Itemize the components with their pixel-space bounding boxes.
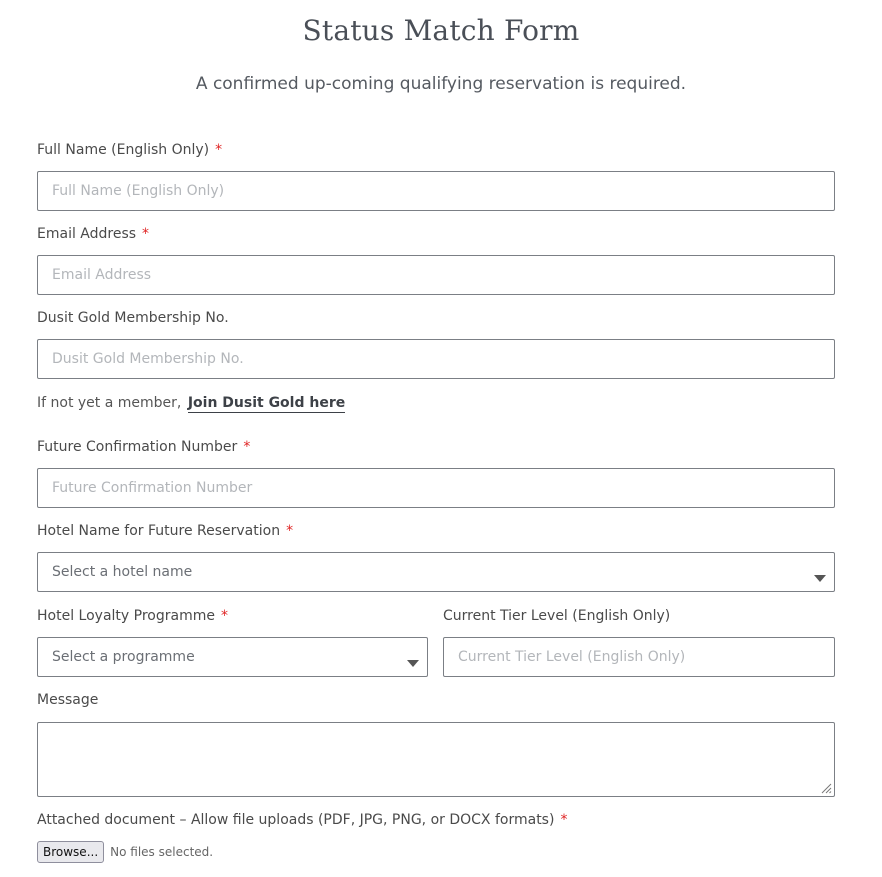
resize-handle-icon[interactable] [820, 782, 832, 794]
page-subtitle: A confirmed up-coming qualifying reservation is required. [195, 74, 687, 94]
membership-label-text: Dusit Gold Membership No. [37, 310, 229, 326]
confirmation-label [37, 439, 250, 455]
attachment-label-text: Attached document – Allow file uploads (PDF, JPG, PNG, or DOCX formats) [37, 812, 555, 828]
hotel-select[interactable] [37, 552, 835, 592]
attachment-label [37, 812, 567, 828]
hotel-select-value: Select a hotel name [52, 564, 193, 580]
email-label [37, 226, 149, 242]
full-name-input[interactable] [37, 171, 835, 211]
programme-select[interactable] [37, 637, 428, 677]
chevron-down-icon [814, 575, 826, 582]
confirmation-input[interactable] [37, 468, 835, 508]
join-dusit-gold-link[interactable]: Join Dusit Gold here [187, 395, 346, 411]
email-input[interactable] [37, 255, 835, 295]
confirmation-label-text: Future Confirmation Number [37, 439, 238, 455]
required-asterisk: * [560, 812, 568, 828]
page-title: Status Match Form [302, 14, 580, 47]
message-label-text: Message [37, 692, 99, 708]
membership-label [37, 310, 229, 326]
required-asterisk: * [142, 226, 150, 242]
required-asterisk: * [243, 439, 251, 455]
membership-input[interactable] [37, 339, 835, 379]
join-hint-text: If not yet a member, [37, 395, 182, 411]
join-hint [37, 395, 345, 411]
hotel-label-text: Hotel Name for Future Reservation [37, 523, 281, 539]
tier-label [443, 608, 670, 624]
programme-label [37, 608, 228, 624]
message-textarea[interactable] [37, 722, 835, 797]
required-asterisk: * [220, 608, 228, 624]
file-upload [37, 841, 213, 863]
chevron-down-icon [407, 660, 419, 667]
tier-label-text: Current Tier Level (English Only) [443, 608, 671, 624]
browse-button[interactable]: Browse... [37, 841, 104, 863]
programme-select-value: Select a programme [52, 649, 195, 665]
email-label-text: Email Address [37, 226, 137, 242]
full-name-label-text: Full Name (English Only) [37, 142, 210, 158]
message-label [37, 692, 98, 708]
full-name-label [37, 142, 222, 158]
tier-input[interactable] [443, 637, 835, 677]
required-asterisk: * [286, 523, 294, 539]
programme-label-text: Hotel Loyalty Programme [37, 608, 215, 624]
hotel-label [37, 523, 293, 539]
file-status: No files selected. [110, 845, 214, 859]
required-asterisk: * [215, 142, 223, 158]
